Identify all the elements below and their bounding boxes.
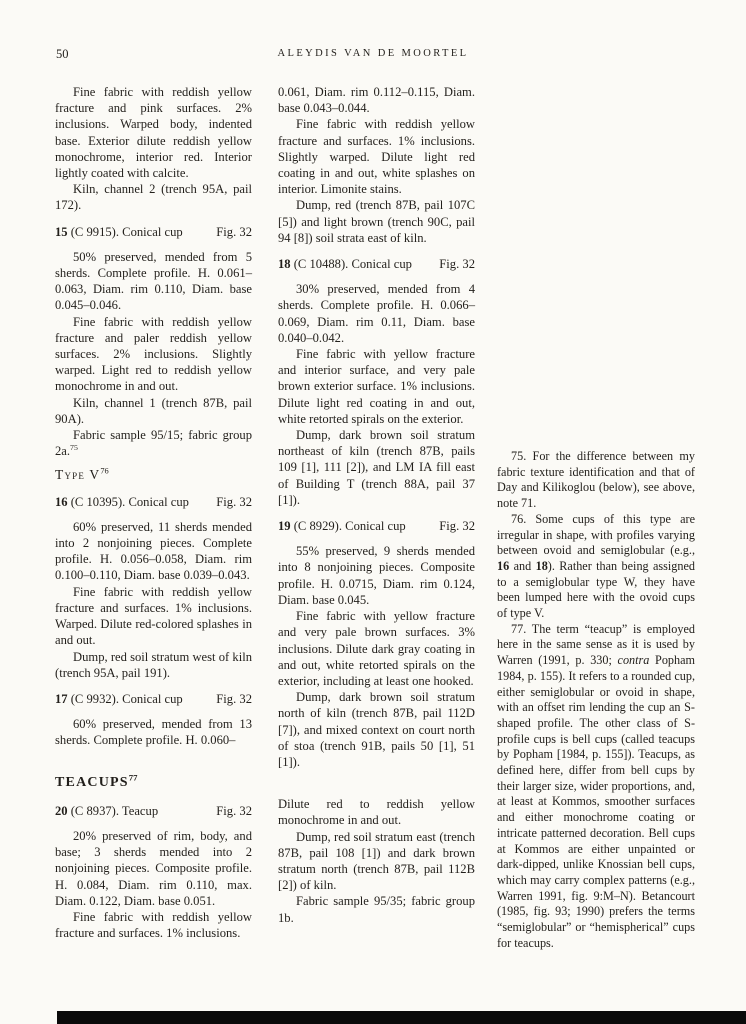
entry-20-heading: [55, 803, 252, 819]
entry-number: 16: [55, 494, 68, 509]
paragraph: Dilute red to reddish yellow monochrome in and out.: [278, 797, 475, 828]
paragraph: 60% preserved, 11 sherds mended into 2 nonjoining pieces. Complete profile. H. 0.056–0.058, Diam. rim 0.100–0.110, Diam. base 0.039–0.043.: [55, 519, 252, 583]
catalog-column-2: [278, 84, 475, 926]
entry-number: 17: [55, 691, 68, 706]
footnote-75: 75. For the difference between my fabric texture identification and that of Day and Kilikoglou (below), see above, note 71.: [497, 449, 695, 511]
entry-number: 18: [278, 257, 291, 272]
footnote-77: 77. The term “teacup” is employed here in the same sense as it is used by Warren (1991, p. 330; contra Popham 1984, p. 155). It refers to a rounded cup, either semiglobular or ovoid in shape, with an offset rim lending the cup an S-shaped profile. The other class of S-profile cups is bell cups (called teacups by Popham [1984, p. 155]). Teacups, as defined here, differ from bell cups by their larger size, wider proportions, and, at least at Kommos, smoother surfaces and either monochrome coating or intricate patterned decoration. Bell cups at Kommos are either unpainted or dark-dipped, unlike Knossian bell cups, which may carry complex patterns (e.g., Warren 1991, fig. 9:M–N). Betancourt (1985, fig. 93; 1990) prefers the terms “semiglobular” or “hemispherical” cups for teacups.: [497, 621, 695, 950]
entry-title: (C 10395). Conical cup: [67, 494, 189, 509]
paragraph-text: Fabric sample 95/15; fabric group 2a.: [55, 428, 252, 459]
footnotes-column: [497, 449, 695, 952]
entry-16-heading: [55, 494, 252, 510]
footnote-ref-76: 76: [100, 466, 109, 476]
entry-title: (C 9932). Conical cup: [67, 691, 183, 706]
paragraph: 30% preserved, mended from 4 sherds. Complete profile. H. 0.066–0.069, Diam. rim 0.11, Diam. base 0.040–0.042.: [278, 282, 475, 345]
paragraph: Kiln, channel 1 (trench 87B, pail 90A).: [55, 395, 252, 426]
entry-title: (C 10488). Conical cup: [290, 257, 412, 272]
entry-15-heading: [55, 224, 252, 240]
entry-label: [55, 224, 183, 240]
footnote-ref-75: 75: [70, 443, 78, 453]
entry-title: (C 8929). Conical cup: [290, 519, 406, 534]
paragraph: Fine fabric with reddish yellow fracture and surfaces. 1% inclusions. Slightly warped. Dilute light red coating in and out, white splashes on interior. Limonite stains.: [278, 117, 475, 197]
paragraph: Fabric sample 95/35; fabric group 1b.: [278, 894, 475, 925]
paragraph: Fine fabric with yellow fracture and very pale brown surfaces. 3% inclusions. Dilute dark gray coating in and out, white retorted spirals on the exterior, including at least one hooked.: [278, 609, 475, 688]
footnote-76: 76. Some cups of this type are irregular in shape, with profiles varying between ovoid and semiglobular (e.g., 16 and 18). Rather than being assigned to a semiglobular type W, they have been lumped here with the ovoid cups of type V.: [497, 511, 695, 621]
entry-title: (C 8937). Teacup: [67, 803, 159, 818]
paragraph: 55% preserved, 9 sherds mended into 8 nonjoining pieces. Composite profile. H. 0.0715, Diam. rim 0.124, Diam. base 0.045.: [278, 544, 475, 607]
figure-reference: Fig. 32: [216, 224, 252, 239]
paragraph: Fine fabric with reddish yellow fracture and pink surfaces. 2% inclusions. Warped body, indented base. Exterior dilute reddish yellow monochrome, interior red. Interior lightly coated with calcite.: [55, 85, 252, 181]
paragraph: Dump, dark brown soil stratum northeast of kiln (trench 87B, pails 109 [1], 111 [2]), and LM IA fill east of Building T (trench 88A, pail 37 [1]).: [278, 428, 475, 507]
entry-number: 20: [55, 803, 68, 818]
column-gap-spacer: [278, 770, 475, 796]
catalog-column-1: [55, 84, 252, 941]
section-heading-text: TEACUPS: [55, 774, 129, 790]
entry-label: [278, 256, 412, 272]
entry-number: 15: [55, 224, 68, 239]
paragraph: Fine fabric with yellow fracture and interior surface, and very pale brown exterior surface. 1% inclusions. Dilute light red coating in and out, white retorted spirals on the exterior.: [278, 347, 475, 426]
figure-reference: Fig. 32: [216, 494, 252, 509]
figure-reference: Fig. 32: [439, 519, 475, 534]
running-head: ALEYDIS VAN DE MOORTEL: [277, 48, 469, 59]
entry-label: [55, 494, 189, 510]
paragraph: 0.061, Diam. rim 0.112–0.115, Diam. base 0.043–0.044.: [278, 85, 475, 116]
paragraph: Fine fabric with reddish yellow fracture and surfaces. 1% inclusions. Warped. Dilute red-colored splashes in and out.: [55, 584, 252, 648]
paragraph: Fine fabric with reddish yellow fracture and surfaces. 1% inclusions.: [55, 909, 252, 941]
entry-label: [55, 803, 158, 819]
figure-reference: Fig. 32: [216, 691, 252, 706]
entry-label: [278, 518, 406, 534]
page-number: 50: [56, 47, 69, 61]
paragraph: 60% preserved, mended from 13 sherds. Complete profile. H. 0.060–: [55, 717, 252, 748]
entry-19-heading: [278, 518, 475, 534]
paragraph: Dump, red soil stratum east (trench 87B, pail 108 [1]) and dark brown stratum north (trench 87B, pail 112B [2]) of kiln.: [278, 829, 475, 893]
paragraph: 50% preserved, mended from 5 sherds. Complete profile. H. 0.061–0.063, Diam. rim 0.110, Diam. base 0.045–0.046.: [55, 249, 252, 313]
entry-label: [55, 691, 183, 707]
figure-reference: Fig. 32: [439, 257, 475, 272]
section-heading-teacups: [55, 771, 252, 791]
figure-reference: Fig. 32: [216, 803, 252, 818]
footnote-ref-77: 77: [128, 771, 138, 782]
scan-edge-bar: [57, 1011, 746, 1024]
entry-18-heading: [278, 256, 475, 272]
entry-number: 19: [278, 519, 291, 534]
entry-17-heading: [55, 691, 252, 707]
paragraph: Dump, red (trench 87B, pail 107C [5]) and light brown (trench 90C, pail 94 [8]) soil strata east of kiln.: [278, 198, 475, 245]
paragraph: Fine fabric with reddish yellow fracture and paler reddish yellow surfaces. 2% inclusions. Slightly warped. Light red to reddish yellow monochrome in and out.: [55, 314, 252, 394]
entry-title: (C 9915). Conical cup: [67, 224, 183, 239]
paragraph: Kiln, channel 2 (trench 95A, pail 172).: [55, 182, 252, 213]
paragraph: [55, 427, 252, 459]
section-heading-text: Type V: [55, 467, 101, 483]
paragraph: Dump, dark brown soil stratum north of kiln (trench 87B, pail 112D [7]), and mixed context on court north of stoa (trench 91B, pails 50 [1], 51 [1]).: [278, 690, 475, 769]
paragraph: Dump, red soil stratum west of kiln (trench 95A, pail 191).: [55, 649, 252, 680]
section-heading-type-v: [55, 467, 252, 483]
paragraph: 20% preserved of rim, body, and base; 3 sherds mended into 2 nonjoining pieces. Composite profile. H. 0.084, Diam. rim 0.110, max. Diam. 0.122, Diam. base 0.051.: [55, 828, 252, 908]
